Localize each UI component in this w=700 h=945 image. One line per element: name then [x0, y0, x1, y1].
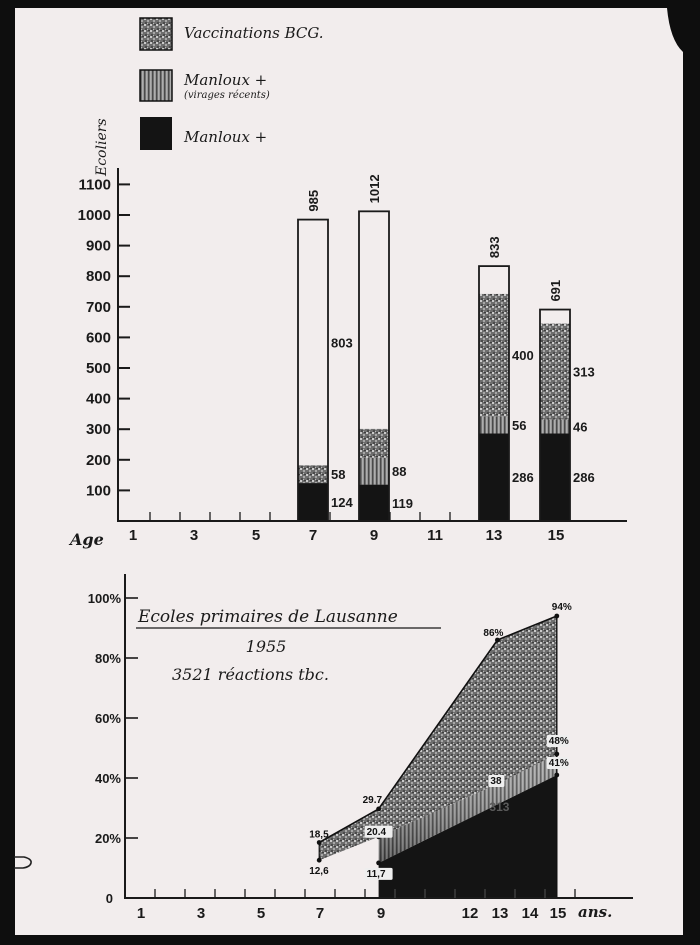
y-tick-label: 800: [85, 268, 111, 286]
bar-segment-stripes: [479, 416, 509, 433]
segment-value-label: 313: [573, 364, 595, 380]
x-tick-label: 12: [461, 905, 479, 922]
bar-segment-black: [359, 485, 389, 521]
chart-title: Ecoles primaires de Lausanne: [138, 607, 398, 627]
segment-value-label: 58: [331, 467, 346, 483]
bar-total-label: 1012: [367, 174, 382, 204]
x-tick-label: 13: [491, 905, 509, 922]
segment-value-label: 56: [512, 417, 527, 433]
y-tick-label: 700: [85, 298, 111, 316]
point-marker-icon: [554, 752, 559, 757]
point-value-label: 41%: [548, 758, 569, 769]
point-value-label: 38: [490, 776, 502, 787]
point-value-label: 12,6: [309, 866, 329, 878]
x-tick-label: 11: [427, 527, 443, 544]
stripes-swatch-icon: [140, 70, 172, 101]
x-tick-label: 9: [369, 527, 379, 544]
y-tick-label: 80%: [94, 651, 121, 666]
bar-total-label: 833: [487, 236, 502, 259]
x-tick-label: 15: [549, 905, 567, 922]
legend-item-manloux-recent: [140, 70, 270, 101]
y-tick-label: 300: [85, 421, 111, 439]
x-tick-label: 5: [256, 905, 266, 922]
x-tick-label: 1: [128, 527, 138, 544]
x-tick-label: 13: [485, 527, 503, 544]
segment-value-label: 286: [573, 470, 595, 486]
point-marker-icon: [554, 773, 559, 778]
bar-segment-stripes: [540, 419, 570, 433]
y-tick-label: 0: [105, 891, 113, 906]
chart-year: 1955: [245, 637, 287, 656]
y-tick-label: 100: [85, 482, 111, 500]
bar-segment-stipple: [540, 324, 570, 420]
bar-segment-stipple: [298, 465, 328, 483]
legend-sublabel: (virages récents): [184, 90, 270, 101]
segment-value-label: 286: [512, 470, 534, 486]
point-value-label: 94%: [551, 602, 572, 613]
x-tick-label: 14: [521, 905, 539, 922]
bar-segment-stripes: [359, 458, 389, 485]
bar-segment-stipple: [479, 294, 509, 416]
x-tick-label: 15: [547, 527, 565, 544]
point-marker-icon: [376, 861, 381, 866]
segment-value-label: 124: [331, 495, 353, 511]
point-marker-icon: [376, 807, 381, 812]
point-value-label: 86%: [483, 628, 504, 639]
legend-label: Vaccinations BCG.: [184, 24, 324, 42]
x-tick-label: 9: [376, 905, 386, 922]
x-axis-label: Age: [70, 530, 104, 549]
bar-segment-black: [298, 483, 328, 521]
bar-total-label: 985: [306, 189, 321, 212]
point-value-label: 20.4: [366, 826, 387, 838]
chart-subtitle: 3521 réactions tbc.: [172, 665, 329, 684]
data-point: [488, 775, 504, 787]
bar-total-label: 691: [548, 279, 563, 302]
bar-segment-stipple: [359, 429, 389, 458]
stipple-swatch-icon: [140, 18, 172, 50]
segment-value-label: 119: [392, 495, 413, 511]
legend-label: Manloux +: [184, 71, 268, 89]
segment-value-label: 803: [331, 335, 353, 351]
x-tick-label: 3: [189, 527, 199, 544]
data-point: [365, 826, 393, 839]
legend-label: Manloux +: [184, 128, 268, 146]
y-tick-label: 900: [85, 237, 111, 255]
point-value-label: 18,5: [309, 829, 329, 841]
segment-value-label: 400: [512, 348, 534, 364]
y-tick-label: 1000: [77, 207, 111, 224]
y-tick-label: 600: [85, 329, 111, 347]
y-tick-label: 40%: [94, 771, 121, 786]
point-marker-icon: [317, 858, 322, 863]
bar-segment-black: [540, 433, 570, 521]
y-tick-label: 60%: [94, 711, 121, 726]
y-tick-label: 200: [85, 451, 111, 469]
x-tick-label: 7: [308, 527, 318, 544]
x-tick-label: 7: [315, 905, 325, 922]
y-tick-label: 400: [85, 390, 111, 408]
x-tick-label: 5: [251, 527, 261, 544]
segment-value-label: 88: [392, 464, 407, 480]
bar-segment-black: [479, 433, 509, 521]
black-swatch-icon: [140, 117, 172, 150]
point-value-label: 48%: [548, 736, 569, 747]
y-tick-label: 20%: [94, 831, 121, 846]
point-marker-icon: [317, 840, 322, 845]
x-tick-label: 1: [136, 905, 146, 922]
x-tick-label: 3: [196, 905, 206, 922]
y-tick-label: 100%: [87, 591, 121, 606]
faint-annotation: 313: [489, 800, 510, 814]
y-axis-label: Ecoliers: [94, 118, 110, 176]
point-marker-icon: [554, 614, 559, 619]
point-value-label: 29.7: [362, 794, 383, 806]
y-tick-label: 500: [85, 360, 111, 377]
y-tick-label: 1100: [78, 176, 111, 194]
x-axis-unit: ans.: [578, 903, 613, 921]
segment-value-label: 46: [573, 419, 588, 435]
point-value-label: 11,7: [366, 868, 386, 880]
